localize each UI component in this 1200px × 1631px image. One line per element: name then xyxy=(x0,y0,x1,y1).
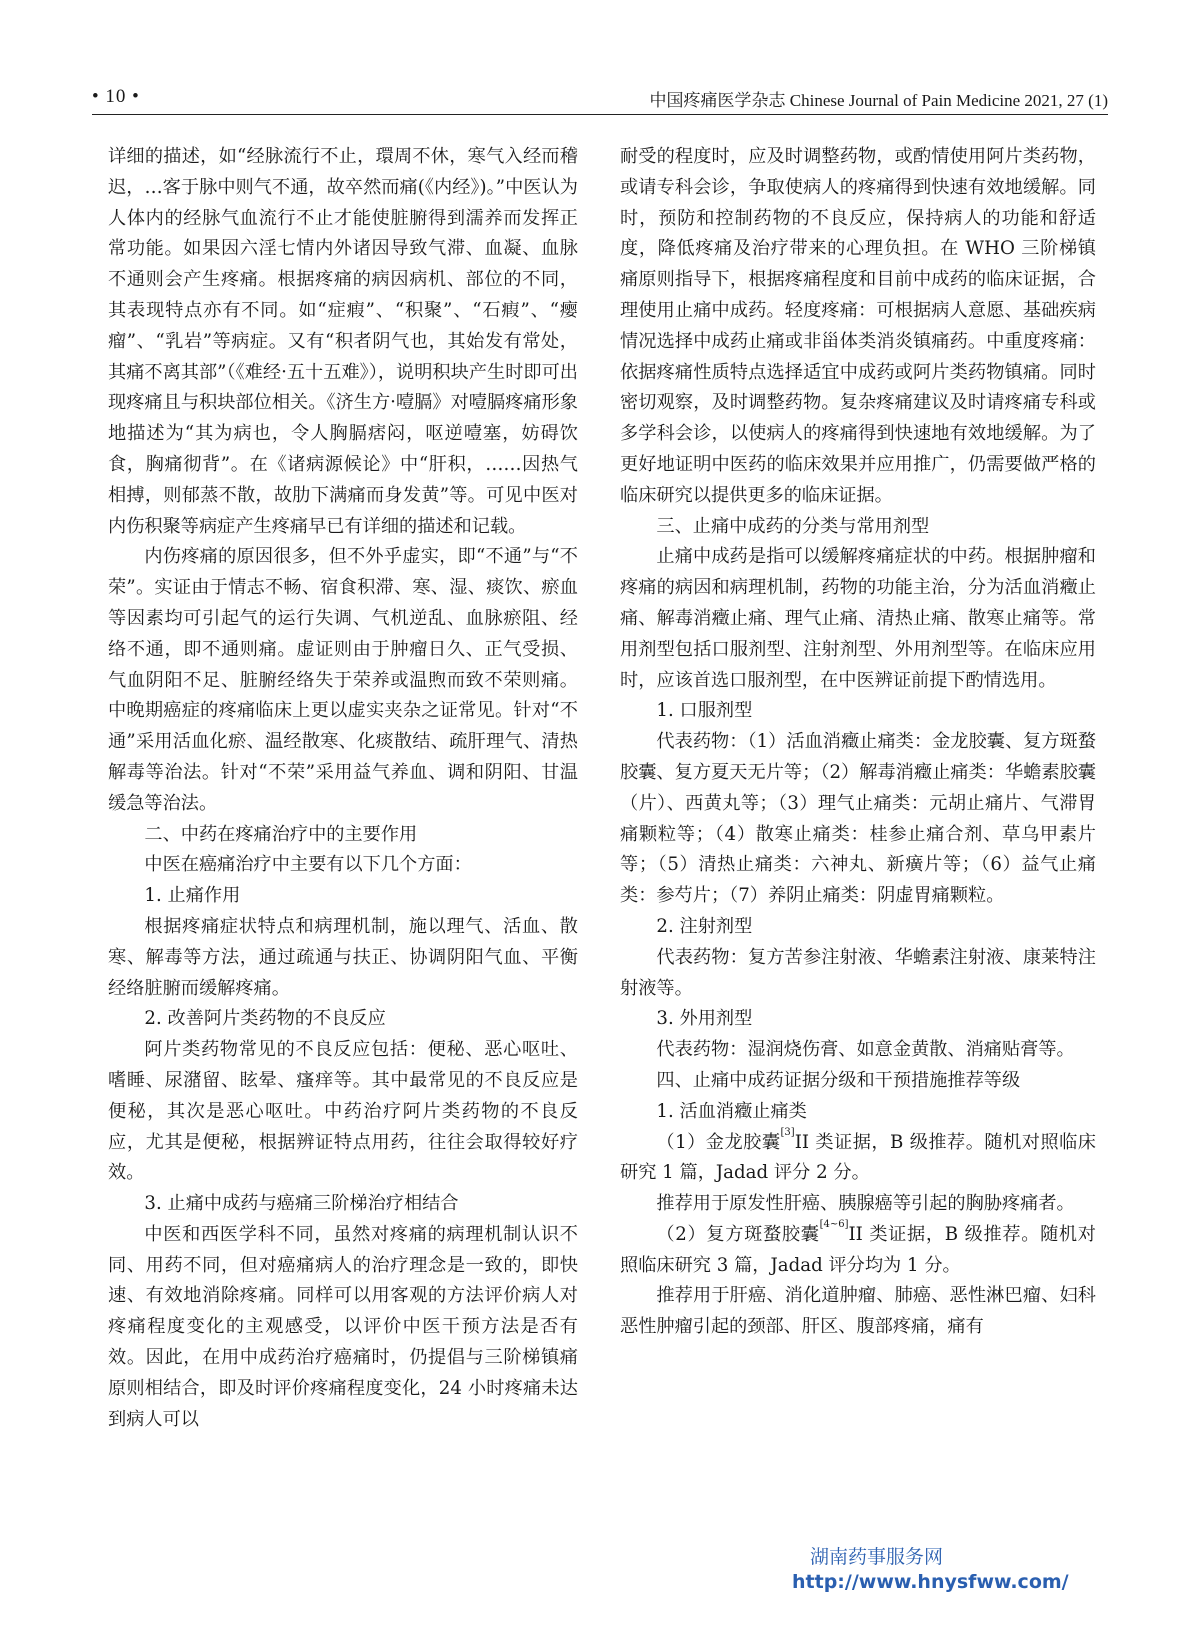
section-heading: 三、止痛中成药的分类与常用剂型 xyxy=(656,515,930,537)
section-heading: 二、中药在疼痛治疗中的主要作用 xyxy=(144,823,418,845)
watermark-url: http://www.hnysfww.com/ xyxy=(792,1571,1069,1593)
drug-name: （2）复方斑蝥胶囊 xyxy=(656,1223,820,1245)
paragraph: 详细的描述，如“经脉流行不止，環周不休，寒气入经而稽迟，…客于脉中则气不通，故卒然而痛(《内经》)。”中医认为人体内的经脉气血流行不止才能使脏腑得到濡养而发挥正常功能。如果因六淫七情内外诸因导致气滞、血凝、血脉不通则会产生疼痛。根据疼痛的病因病机、部位的不同，其表现特点亦有不同。如“症瘕”、“积聚”、“石瘕”、“瘿瘤”、“乳岩”等病症。又有“积者阴气也，其始发有常处，其痛不离其部”（《难经·五十五难》），说明积块产生时即可出现疼痛且与积块部位相关。《济生方·噎膈》对噎膈疼痛形象地描述为“其为病也，令人胸膈痞闷，呕逆噎塞，妨碍饮食，胸痛彻背”。在《诸病源候论》中“肝积，……因热气相搏，则郁蒸不散，故肋下满痛而身发黄”等。可见中医对内伤积聚等病症产生疼痛早已有详细的描述和记载。 xyxy=(108,146,578,537)
right-column xyxy=(620,142,1096,1343)
watermark-name: 湖南药事服务网 xyxy=(810,1546,944,1568)
paragraph: 止痛中成药是指可以缓解疼痛症状的中药。根据肿瘤和疼痛的病因和病理机制，药物的功能主治，分为活血消癥止痛、解毒消癥止痛、理气止痛、清热止痛、散寒止痛等。常用剂型包括口服剂型、注射剂型、外用剂型等。在临床应用时，应该首选口服剂型，在中医辨证前提下酌情选用。 xyxy=(620,546,1096,691)
recommendation-item xyxy=(620,1220,1096,1282)
paragraph: 代表药物：（1）活血消癥止痛类：金龙胶囊、复方斑蝥胶囊、复方夏天无片等；（2）解毒消癥止痛类：华蟾素胶囊（片）、西黄丸等；（3）理气止痛类：元胡止痛片、气滞胃痛颗粒等；（4）散寒止痛类：桂参止痛合剂、草乌甲素片等；（5）清热止痛类：六神丸、新癀片等；（6）益气止痛类：参芍片；（7）养阴止痛类：阴虚胃痛颗粒。 xyxy=(620,731,1096,907)
header-rule xyxy=(92,114,1108,115)
citation: [3] xyxy=(780,1126,795,1138)
paragraph: 中医在癌痛治疗中主要有以下几个方面： xyxy=(144,854,472,876)
subsection-heading: 3. 止痛中成药与癌痛三阶梯治疗相结合 xyxy=(144,1193,459,1215)
section-heading: 四、止痛中成药证据分级和干预措施推荐等级 xyxy=(656,1069,1021,1091)
paragraph: 根据疼痛症状特点和病理机制，施以理气、活血、散寒、解毒等方法，通过疏通与扶正、协调阴阳气血、平衡经络脏腑而缓解疼痛。 xyxy=(108,915,578,999)
paragraph: 推荐用于肝癌、消化道肿瘤、肺癌、恶性淋巴瘤、妇科恶性肿瘤引起的颈部、肝区、腹部疼痛，痛有 xyxy=(620,1285,1096,1338)
drug-name: （1）金龙胶囊 xyxy=(656,1131,781,1153)
paragraph: 代表药物：湿润烧伤膏、如意金黄散、消痛贴膏等。 xyxy=(656,1039,1075,1061)
citation: [4~6] xyxy=(819,1218,849,1230)
watermark xyxy=(792,1542,1092,1593)
page-number: • 10 • xyxy=(92,86,140,107)
paragraph: 中医和西医学科不同，虽然对疼痛的病理机制认识不同、用药不同，但对癌痛病人的治疗理念是一致的，即快速、有效地消除疼痛。同样可以用客观的方法评价病人对疼痛程度变化的主观感受，以评价中医干预方法是否有效。因此，在用中成药治疗癌痛时，仍提倡与三阶梯镇痛原则相结合，即及时评价疼痛程度变化，24 小时疼痛未达到病人可以 xyxy=(108,1223,578,1430)
paragraph: 代表药物：复方苦参注射液、华蟾素注射液、康莱特注射液等。 xyxy=(620,946,1096,999)
subsection-heading: 1. 活血消癥止痛类 xyxy=(656,1100,807,1122)
paragraph: 阿片类药物常见的不良反应包括：便秘、恶心呕吐、嗜睡、尿潴留、眩晕、瘙痒等。其中最常见的不良反应是便秘，其次是恶心呕吐。中药治疗阿片类药物的不良反应，尤其是便秘，根据辨证特点用药，往往会取得较好疗效。 xyxy=(108,1039,578,1184)
evidence-text: II 类证据，B 级推荐。随机对照临床研究 1 篇，Jadad 评分 2 分。 xyxy=(620,1131,1096,1184)
left-column xyxy=(108,142,578,1435)
paragraph: 耐受的程度时，应及时调整药物，或酌情使用阿片类药物，或请专科会诊，争取使病人的疼痛得到快速有效地缓解。同时，预防和控制药物的不良反应，保持病人的功能和舒适度，降低疼痛及治疗带来的心理负担。在 WHO 三阶梯镇痛原则指导下，根据疼痛程度和目前中成药的临床证据，合理使用止痛中成药。轻度疼痛：可根据病人意愿、基础疾病情况选择中成药止痛或非甾体类消炎镇痛药。中重度疼痛：依据疼痛性质特点选择适宜中成药或阿片类药物镇痛。同时密切观察，及时调整药物。复杂疼痛建议及时请疼痛专科或多学科会诊，以使病人的疼痛得到快速地有效地缓解。为了更好地证明中医药的临床效果并应用推广，仍需要做严格的临床研究以提供更多的临床证据。 xyxy=(620,146,1096,506)
subsection-heading: 1. 口服剂型 xyxy=(656,700,753,722)
paragraph: 内伤疼痛的原因很多，但不外乎虚实，即“不通”与“不荣”。实证由于情志不畅、宿食积滞、寒、湿、痰饮、瘀血等因素均可引起气的运行失调、气机逆乱、血脉瘀阻、经络不通，即不通则痛。虚证则由于肿瘤日久、正气受损、气血阴阳不足、脏腑经络失于荣养或温煦而致不荣则痛。中晚期癌症的疼痛临床上更以虚实夹杂之证常见。针对“不通”采用活血化瘀、温经散寒、化痰散结、疏肝理气、清热解毒等治法。针对“不荣”采用益气养血、调和阴阳、甘温缓急等治法。 xyxy=(108,546,578,814)
evidence-text: II 类证据，B 级推荐。随机对照临床研究 3 篇，Jadad 评分均为 1 分。 xyxy=(620,1223,1096,1276)
subsection-heading: 2. 注射剂型 xyxy=(656,915,753,937)
recommendation-item xyxy=(620,1128,1096,1190)
subsection-heading: 3. 外用剂型 xyxy=(656,1008,753,1030)
paragraph: 推荐用于原发性肝癌、胰腺癌等引起的胸胁疼痛者。 xyxy=(656,1193,1075,1215)
journal-header: 中国疼痛医学杂志 Chinese Journal of Pain Medicine 2021, 27 (1) xyxy=(649,91,1108,110)
subsection-heading: 1. 止痛作用 xyxy=(144,885,241,907)
subsection-heading: 2. 改善阿片类药物的不良反应 xyxy=(144,1008,386,1030)
